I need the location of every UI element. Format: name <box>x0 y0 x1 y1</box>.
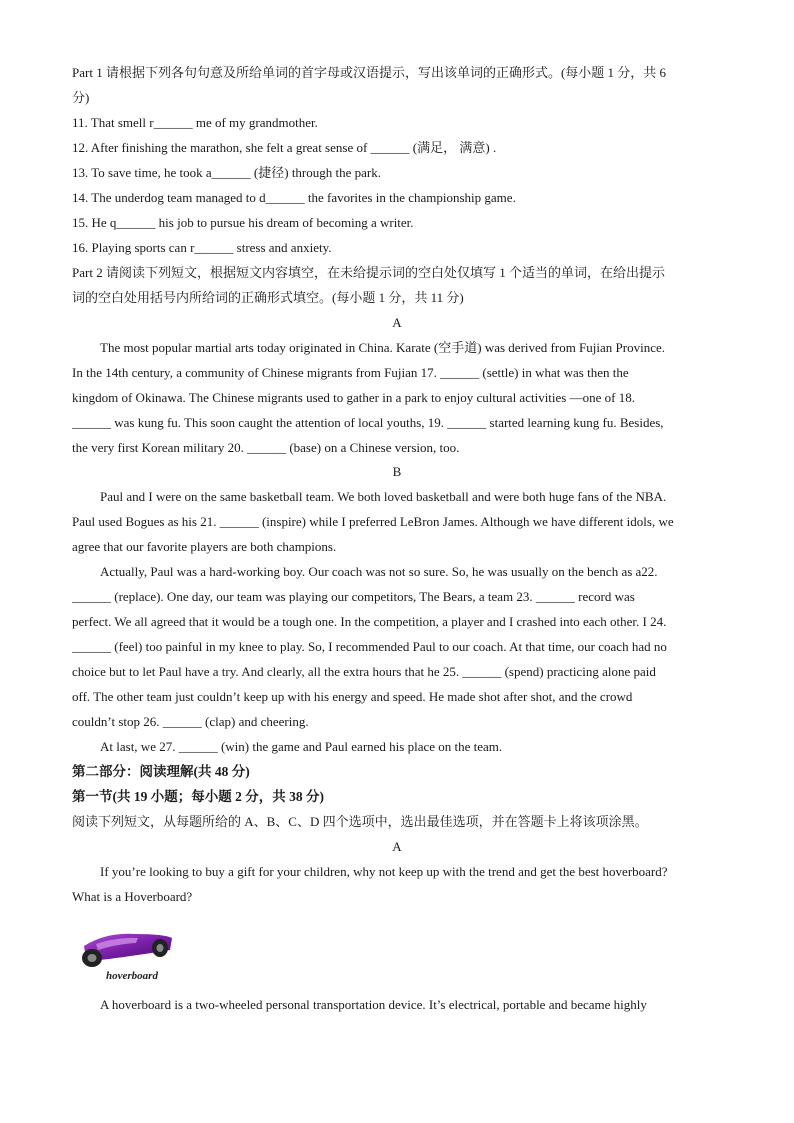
reading-passage-line: A hoverboard is a two-wheeled personal transportation device. It’s electrical, portable and became highly <box>100 997 647 1012</box>
hoverboard-image <box>76 924 176 988</box>
part2-instruction-line2: 词的空白处用括号内所给词的正确形式填空。(每小题 1 分，共 11 分) <box>72 290 464 305</box>
question-14: 14. The underdog team managed to d______ the favorites in the championship game. <box>72 190 516 205</box>
question-12: 12. After finishing the marathon, she felt a great sense of ______ (满足， 满意) . <box>72 140 497 155</box>
passage-b-line: couldn’t stop 26. ______ (clap) and cheering. <box>72 714 309 729</box>
part2-instruction-line1: Part 2 请阅读下列短文，根据短文内容填空，在未给提示词的空白处仅填写 1 个适当的单词，在给出提示 <box>72 265 665 280</box>
question-16: 16. Playing sports can r______ stress and anxiety. <box>72 240 332 255</box>
question-15: 15. He q______ his job to pursue his dream of becoming a writer. <box>72 215 414 230</box>
passage-b-line: Actually, Paul was a hard-working boy. Our coach was not so sure. So, he was usually on the bench as a22. <box>100 564 658 579</box>
reading-passage-a-heading: A <box>392 839 402 854</box>
subsection-heading: 第一节(共 19 小题；每小题 2 分，共 38 分) <box>72 789 324 804</box>
section-heading-reading: 第二部分：阅读理解(共 48 分) <box>72 764 250 779</box>
passage-b-line: off. The other team just couldn’t keep up with his energy and speed. He made shot after shot, and the crowd <box>72 689 633 704</box>
reading-passage-line: What is a Hoverboard? <box>72 889 193 904</box>
part1-instruction-line2: 分) <box>72 90 90 105</box>
passage-b-heading: B <box>392 464 402 479</box>
passage-b-line: ______ (feel) too painful in my knee to play. So, I recommended Paul to our coach. At that time, our coach had no <box>72 639 667 654</box>
passage-a-heading: A <box>392 315 402 330</box>
passage-a-line: In the 14th century, a community of Chinese migrants from Fujian 17. ______ (settle) in what was then the <box>72 365 629 380</box>
passage-b-line: choice but to let Paul have a try. And clearly, all the extra hours that he 25. ______ (spend) practicing alone paid <box>72 664 656 679</box>
question-13: 13. To save time, he took a______ (捷径) through the park. <box>72 165 381 180</box>
hoverboard-caption: hoverboard <box>106 970 158 982</box>
passage-b-line: Paul used Bogues as his 21. ______ (inspire) while I preferred LeBron James. Although we have different idols, we <box>72 514 674 529</box>
passage-b-line: Paul and I were on the same basketball team. We both loved basketball and were both huge fans of the NBA. <box>100 489 667 504</box>
passage-b-line: perfect. We all agreed that it would be a tough one. In the competition, a player and I crashed into each other. I 24. <box>72 614 667 629</box>
part1-instruction-line1: Part 1 请根据下列各句句意及所给单词的首字母或汉语提示，写出该单词的正确形式。(每小题 1 分，共 6 <box>72 65 667 80</box>
passage-b-line: ______ (replace). One day, our team was playing our competitors, The Bears, a team 23. ______ record was <box>72 589 635 604</box>
passage-b-line: At last, we 27. ______ (win) the game and Paul earned his place on the team. <box>100 739 503 754</box>
passage-a-line: The most popular martial arts today originated in China. Karate (空手道) was derived from Fujian Province. <box>100 340 665 355</box>
reading-passage-line: If you’re looking to buy a gift for your children, why not keep up with the trend and get the best hoverboard? <box>100 864 668 879</box>
hoverboard-icon <box>76 924 176 972</box>
passage-a-line: kingdom of Okinawa. The Chinese migrants used to gather in a park to enjoy cultural activities —one of 18. <box>72 390 635 405</box>
passage-a-line: ______ was kung fu. This soon caught the attention of local youths, 19. ______ started learning kung fu. Besides, <box>72 415 664 430</box>
question-11: 11. That smell r______ me of my grandmother. <box>72 115 318 130</box>
passage-a-line: the very first Korean military 20. ______ (base) on a Chinese version, too. <box>72 440 460 455</box>
passage-b-line: agree that our favorite players are both champions. <box>72 539 337 554</box>
reading-instruction: 阅读下列短文，从每题所给的 A、B、C、D 四个选项中，选出最佳选项，并在答题卡上将该项涂黑。 <box>72 814 648 829</box>
